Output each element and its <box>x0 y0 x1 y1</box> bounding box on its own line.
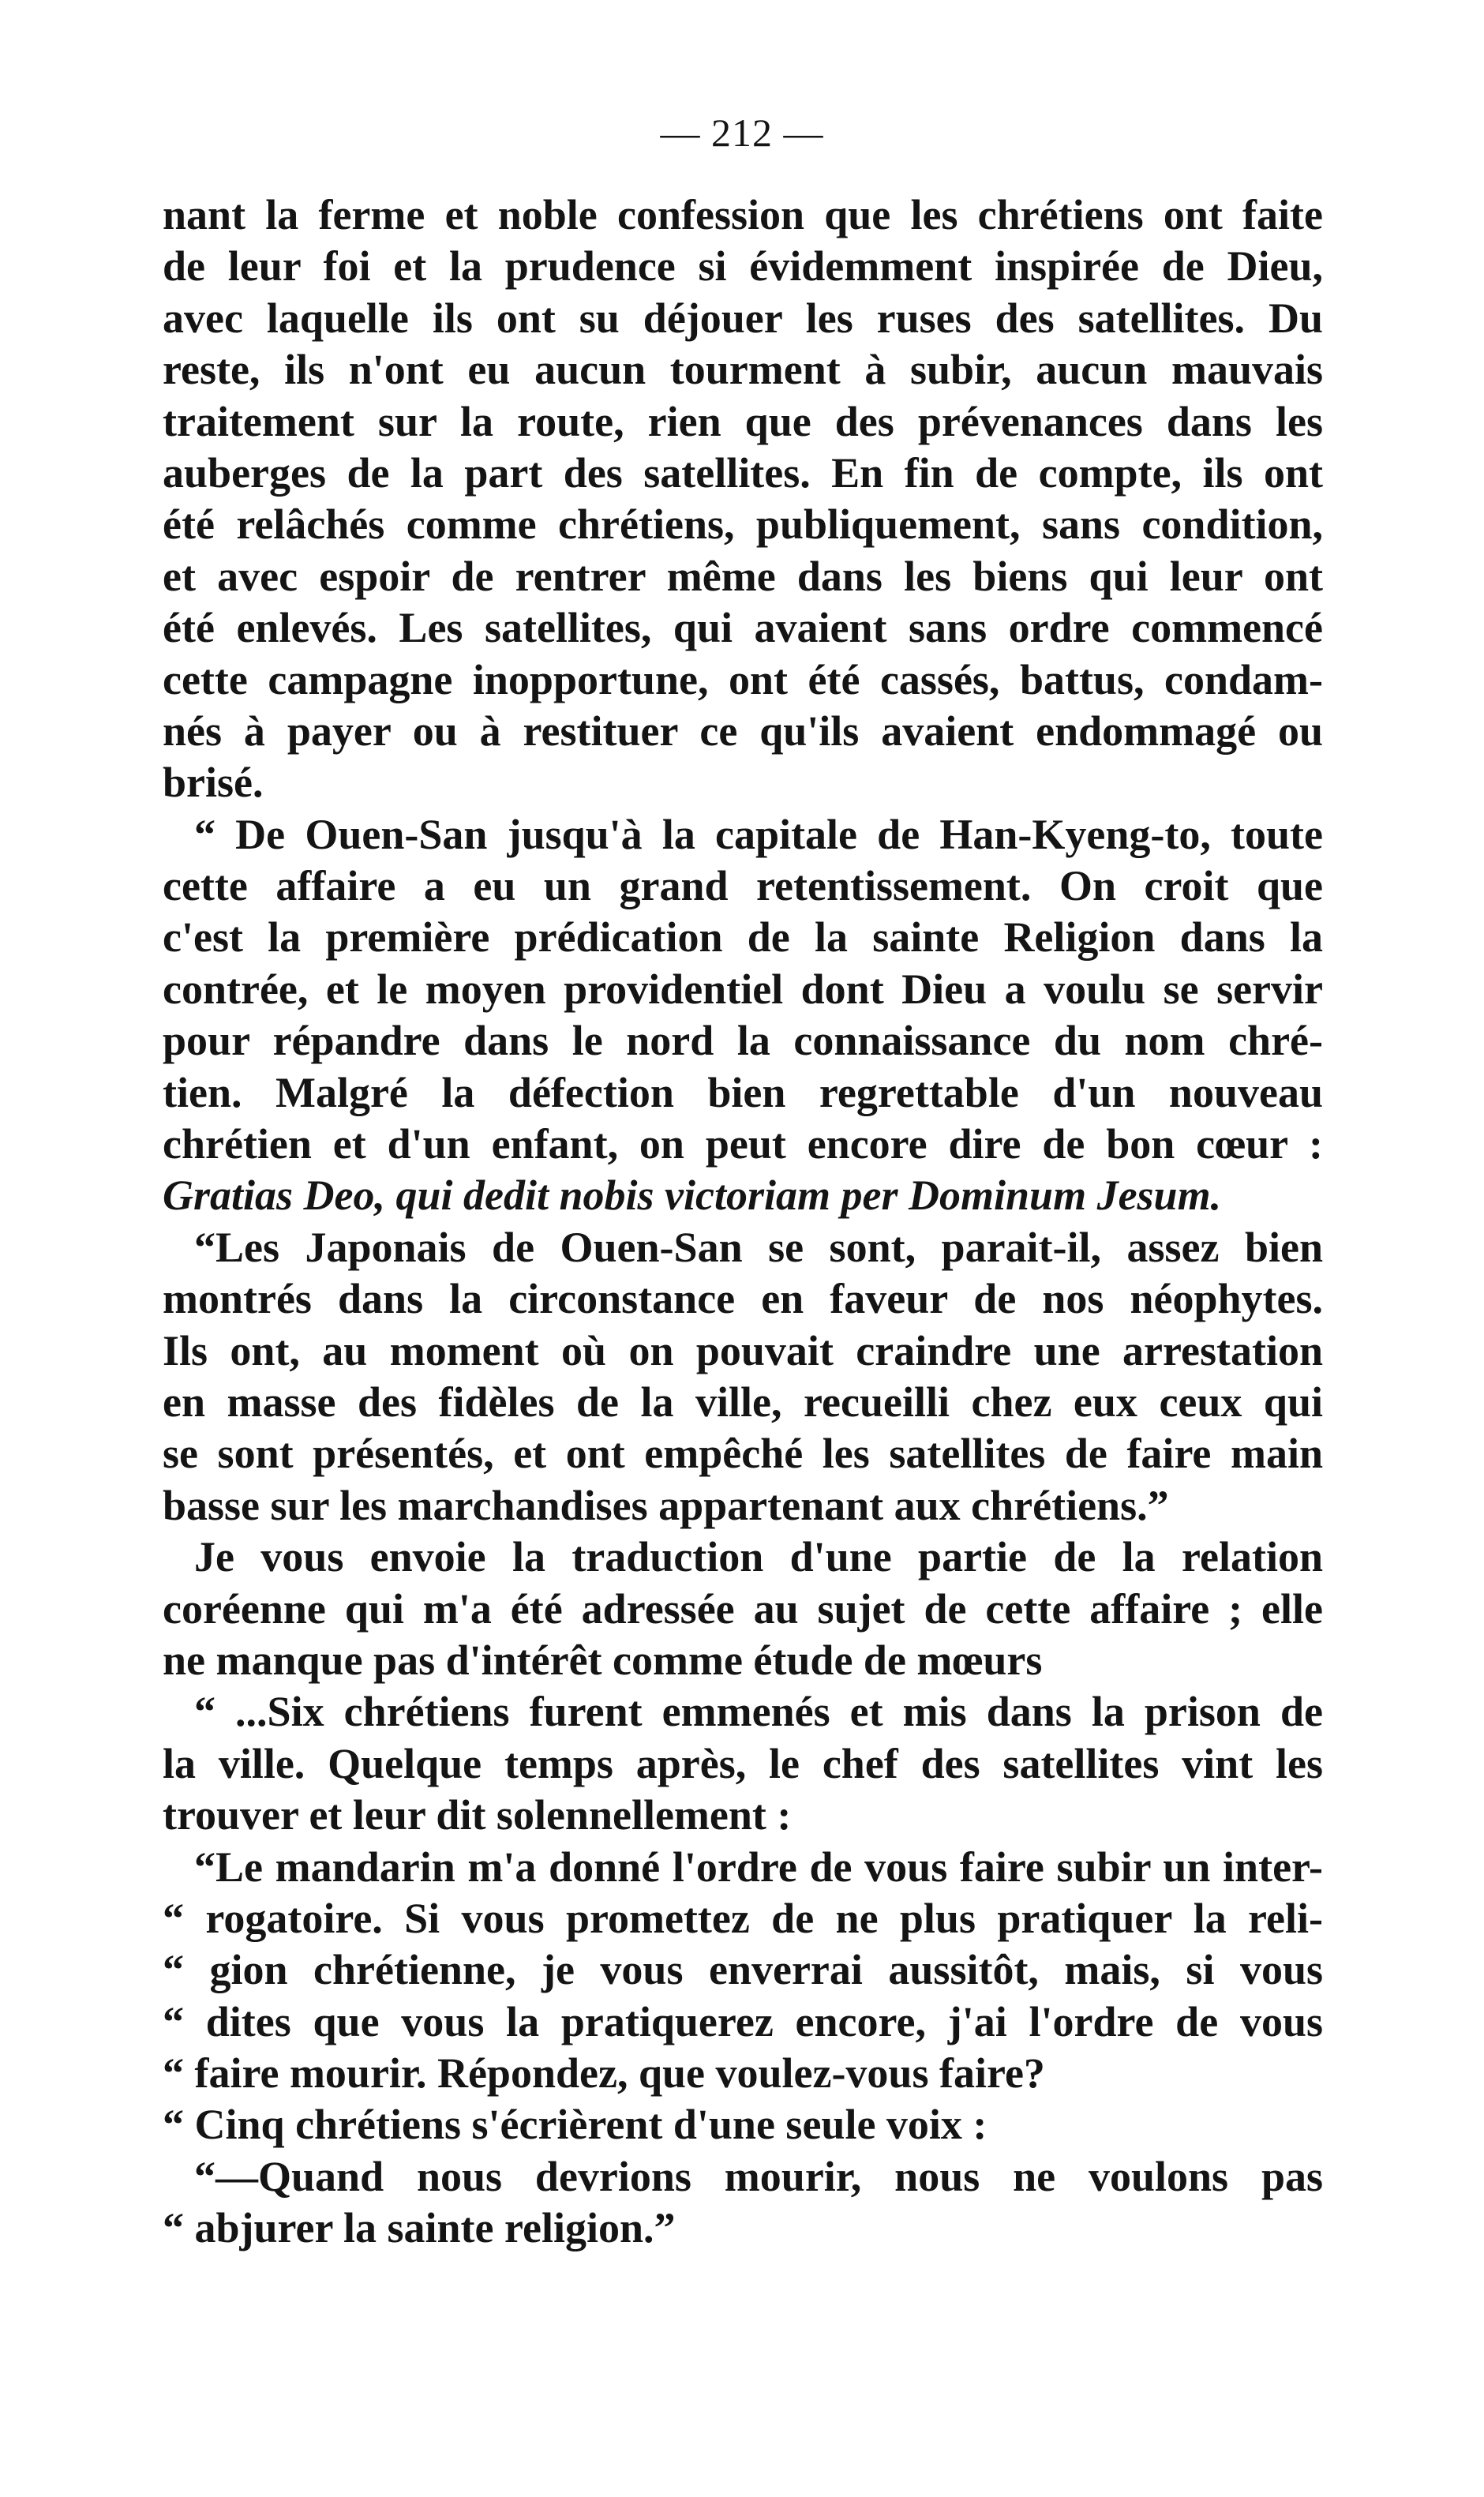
text-line: “ Cinq chrétiens s'écrièrent d'une seule voix : <box>163 2101 987 2149</box>
text-line: “ ...Six chrétiens furent emmenés et mis dans la prison de <box>194 1688 1323 1736</box>
text-line: “ dites que vous la pratiquerez encore, j'ai l'ordre de vous <box>163 1997 1323 2045</box>
text-line: “ rogatoire. Si vous promettez de ne plus pratiquer la reli- <box>163 1894 1323 1942</box>
text-line: “ gion chrétienne, je vous enverrai aussitôt, mais, si vous <box>163 1946 1323 1994</box>
text-line: reste, ils n'ont eu aucun tourment à subir, aucun mauvais <box>163 346 1323 394</box>
text-line: cette campagne inopportune, ont été cassés, battus, condam- <box>163 655 1323 703</box>
text-line: de leur foi et la prudence si évidemment inspirée de Dieu, <box>163 242 1323 291</box>
text-line: “ faire mourir. Répondez, que voulez-vous faire? <box>163 2049 1045 2098</box>
text-line: avec laquelle ils ont su déjouer les ruses des satellites. Du <box>163 294 1323 342</box>
text-line: brisé. <box>163 759 264 807</box>
text-line: montrés dans la circonstance en faveur de nos néophytes. <box>163 1275 1323 1323</box>
text-line: Ils ont, au moment où on pouvait craindre une arrestation <box>163 1326 1323 1374</box>
text-line: “Le mandarin m'a donné l'ordre de vous faire subir un inter- <box>194 1843 1323 1891</box>
text-line: auberges de la part des satellites. En fin de compte, ils ont <box>163 448 1323 497</box>
text-line: ne manque pas d'intérêt comme étude de mœurs <box>163 1636 1043 1684</box>
text-line: nés à payer ou à restituer ce qu'ils avaient endommagé ou <box>163 707 1323 755</box>
text-line: traitement sur la route, rien que des prévenances dans les <box>163 397 1323 445</box>
text-line: pour répandre dans le nord la connaissance du nom chré- <box>163 1017 1323 1065</box>
text-line: coréenne qui m'a été adressée au sujet de cette affaire ; elle <box>163 1584 1323 1633</box>
text-line: c'est la première prédication de la sainte Religion dans la <box>163 913 1323 962</box>
text-line: été enlevés. Les satellites, qui avaient sans ordre commencé <box>163 604 1323 652</box>
body-text <box>163 189 1323 2255</box>
text-line: et avec espoir de rentrer même dans les biens qui leur ont <box>163 552 1323 600</box>
text-line: “Les Japonais de Ouen-San se sont, parait-il, assez bien <box>194 1223 1323 1271</box>
page-number: — 212 — <box>660 111 824 155</box>
text-line: “ De Ouen-San jusqu'à la capitale de Han-Kyeng-to, toute <box>194 810 1323 858</box>
text-line: “—Quand nous devrions mourir, nous ne voulons pas <box>194 2152 1323 2200</box>
text-line: se sont présentés, et ont empêché les satellites de faire main <box>163 1430 1323 1478</box>
text-line: “ abjurer la sainte religion.” <box>163 2204 676 2252</box>
text-line: été relâchés comme chrétiens, publiquement, sans condition, <box>163 501 1323 549</box>
text-line: Gratias Deo, qui dedit nobis victoriam per Dominum Jesum. <box>163 1172 1222 1220</box>
text-line: chrétien et d'un enfant, on peut encore dire de bon cœur : <box>163 1120 1323 1168</box>
text-line: en masse des fidèles de la ville, recueilli chez eux ceux qui <box>163 1378 1323 1426</box>
text-line: Je vous envoie la traduction d'une partie de la relation <box>194 1533 1323 1581</box>
text-line: la ville. Quelque temps après, le chef des satellites vint les <box>163 1739 1323 1787</box>
text-line: tien. Malgré la défection bien regrettable d'un nouveau <box>163 1068 1323 1116</box>
text-line: cette affaire a eu un grand retentissement. On croit que <box>163 862 1323 910</box>
text-line: nant la ferme et noble confession que les chrétiens ont faite <box>163 191 1323 238</box>
text-line: contrée, et le moyen providentiel dont Dieu a voulu se servir <box>163 965 1323 1013</box>
text-line: trouver et leur dit solennellement : <box>163 1791 792 1839</box>
text-line: basse sur les marchandises appartenant aux chrétiens.” <box>163 1481 1169 1529</box>
